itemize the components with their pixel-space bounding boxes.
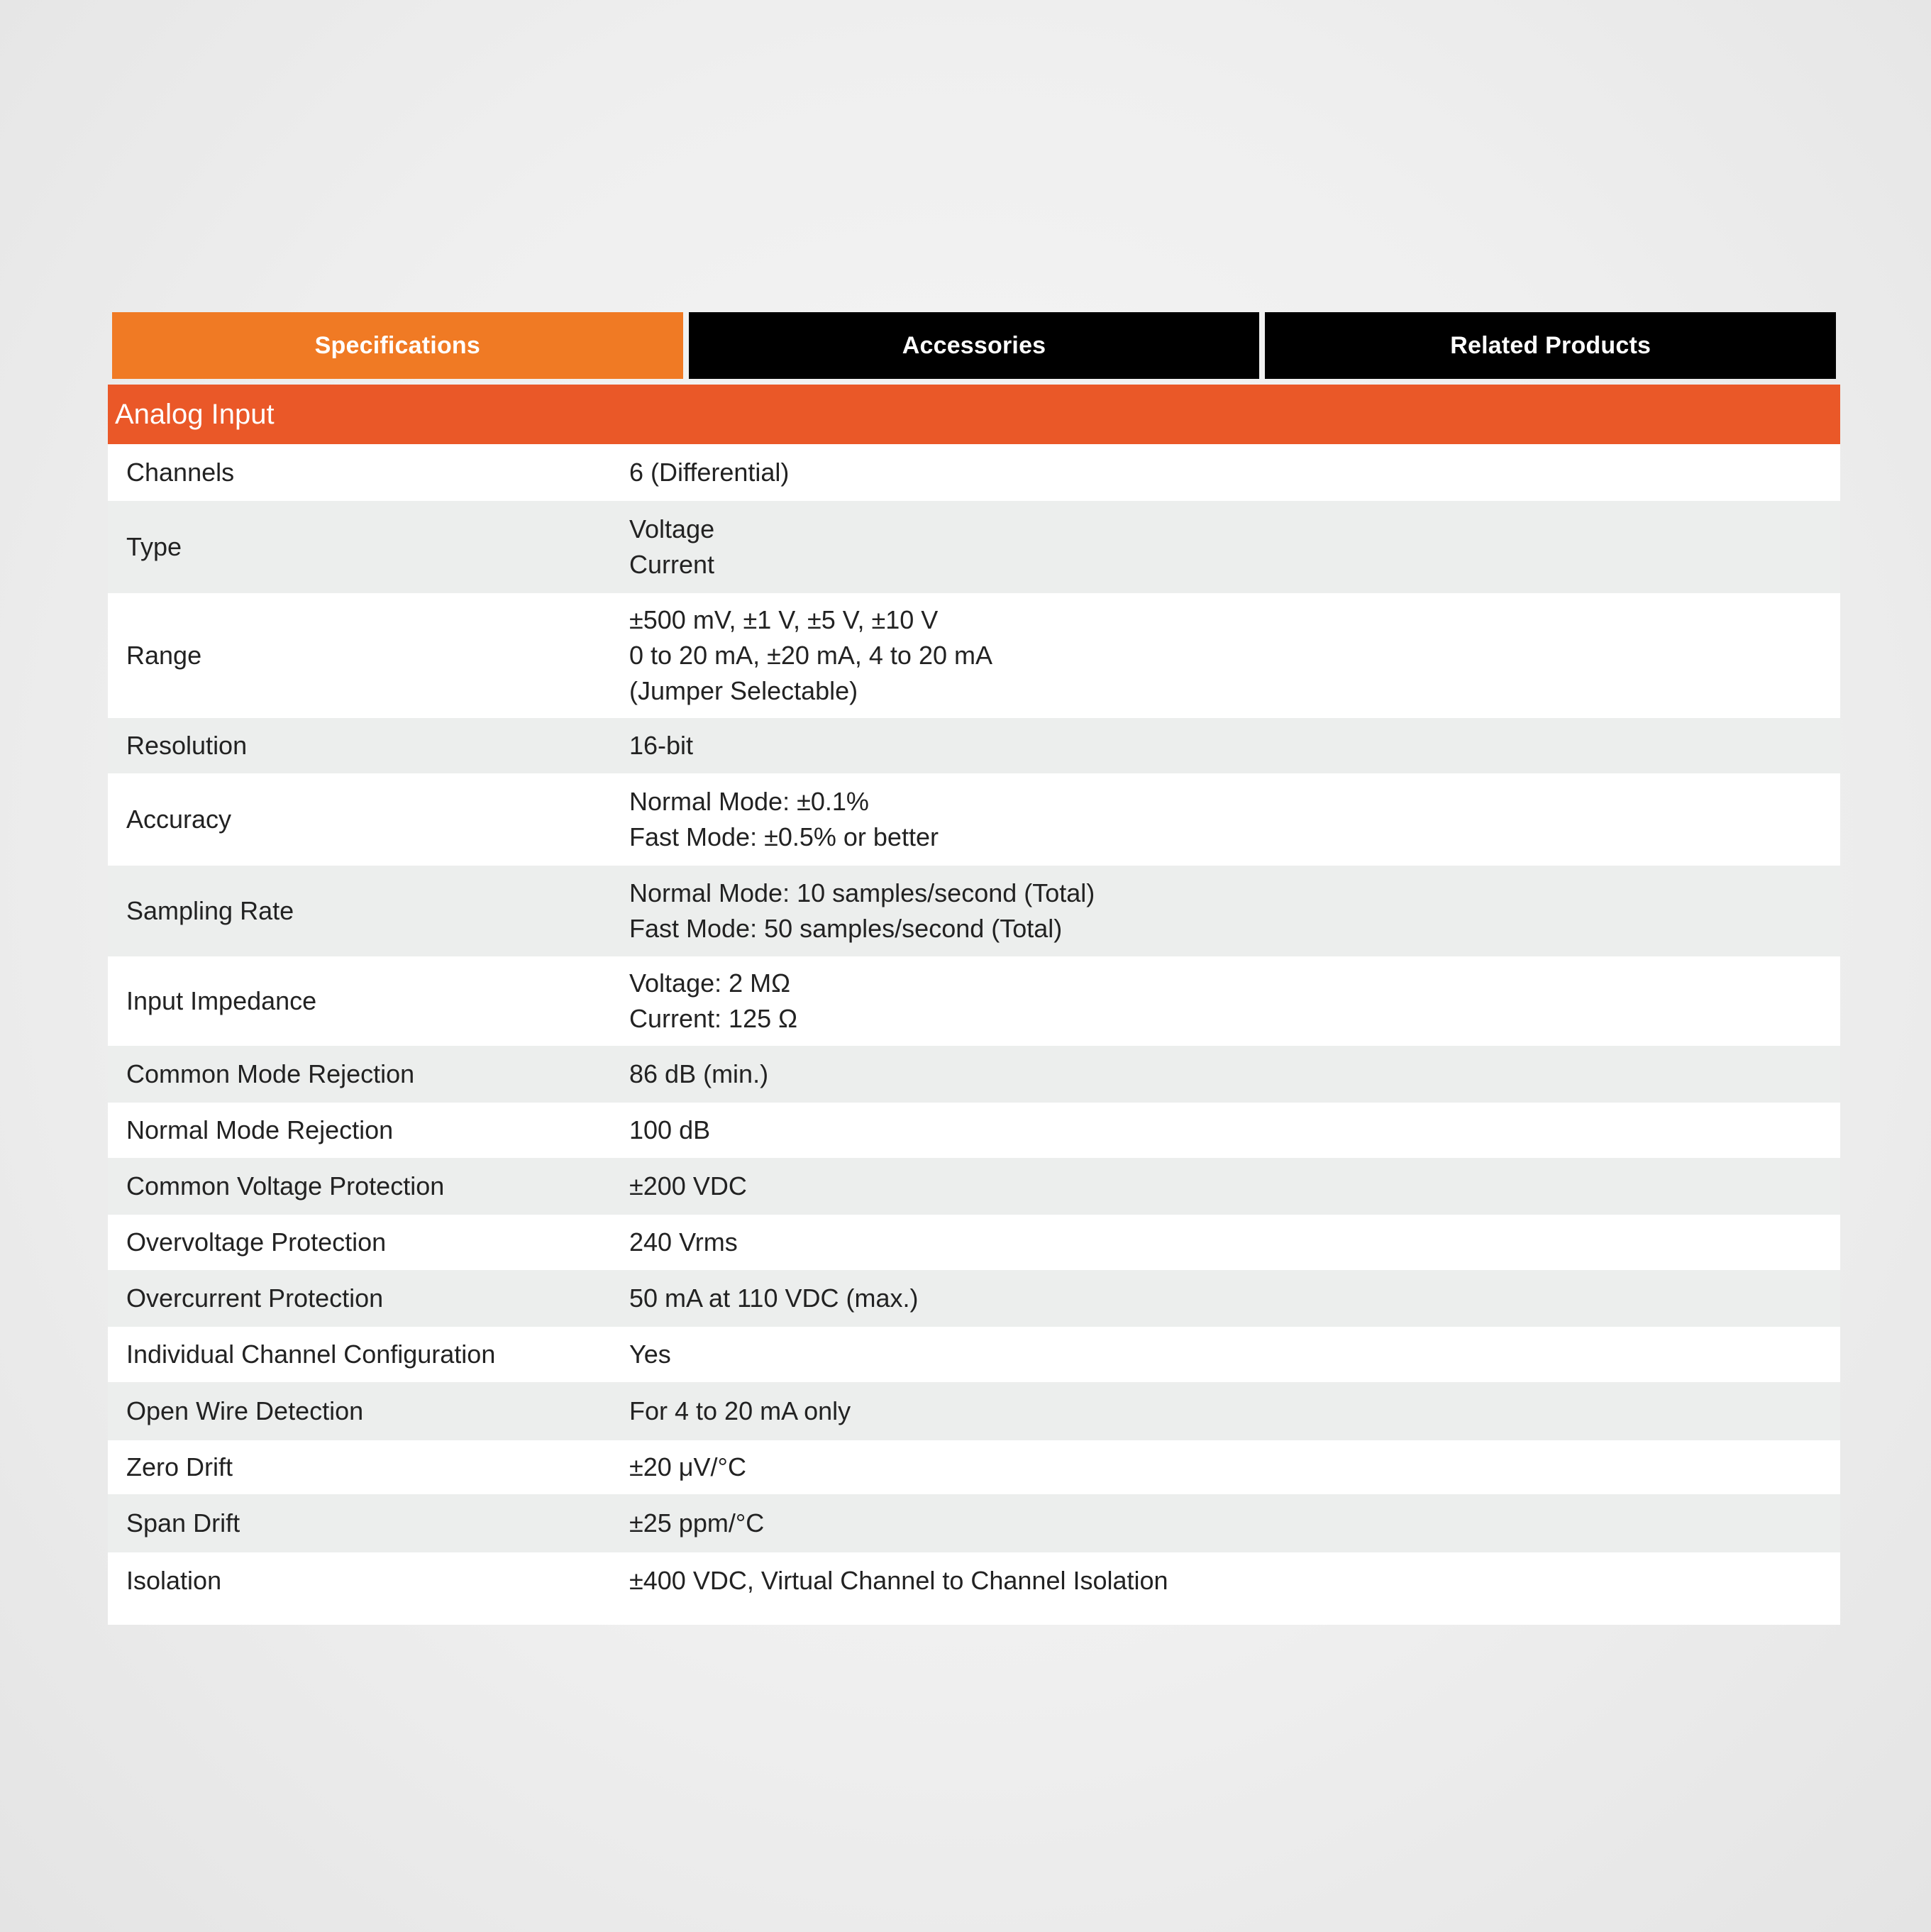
spec-value-line: 16-bit [629, 731, 694, 760]
table-row [108, 866, 1840, 956]
spec-value [629, 1494, 1840, 1552]
tab-bar [108, 312, 1840, 379]
spec-label: Isolation [108, 1552, 629, 1625]
spec-value [629, 444, 1840, 501]
spec-value-line: Yes [629, 1340, 671, 1369]
spec-label: Normal Mode Rejection [108, 1103, 629, 1158]
spec-value [629, 1215, 1840, 1270]
spec-value-line: Fast Mode: ±0.5% or better [629, 822, 939, 851]
table-row [108, 593, 1840, 718]
table-row [108, 1103, 1840, 1158]
spec-value [629, 1382, 1840, 1440]
spec-value-line: (Jumper Selectable) [629, 676, 858, 705]
spec-value [629, 1327, 1840, 1382]
spec-value-line: Normal Mode: 10 samples/second (Total) [629, 878, 1095, 907]
spec-value-line: 0 to 20 mA, ±20 mA, 4 to 20 mA [629, 641, 992, 670]
spec-label: Overcurrent Protection [108, 1270, 629, 1327]
spec-value-line: ±25 ppm/°C [629, 1508, 765, 1538]
table-row [108, 1440, 1840, 1494]
spec-value [629, 1046, 1840, 1103]
table-row [108, 773, 1840, 866]
table-row [108, 718, 1840, 773]
table-row [108, 501, 1840, 593]
table-row [108, 1215, 1840, 1270]
spec-value-line: 6 (Differential) [629, 458, 790, 487]
spec-value [629, 1552, 1840, 1625]
spec-value-line: For 4 to 20 mA only [629, 1396, 851, 1425]
spec-value-line: ±200 VDC [629, 1171, 747, 1200]
spec-value [629, 1440, 1840, 1494]
table-row [108, 1382, 1840, 1440]
spec-value-line: ±400 VDC, Virtual Channel to Channel Isolation [629, 1565, 1168, 1595]
spec-value [629, 773, 1840, 866]
table-row [108, 956, 1840, 1046]
spec-label: Accuracy [108, 773, 629, 866]
table-row [108, 1327, 1840, 1382]
spec-value-line: Current: 125 Ω [629, 1004, 798, 1033]
spec-value [629, 1270, 1840, 1327]
spec-label: Channels [108, 444, 629, 501]
table-row [108, 1494, 1840, 1552]
spec-value [629, 956, 1840, 1046]
spec-value-line: Current [629, 550, 715, 579]
spec-label: Type [108, 501, 629, 593]
spec-value-line: Normal Mode: ±0.1% [629, 787, 869, 816]
spec-value-line: ±500 mV, ±1 V, ±5 V, ±10 V [629, 605, 939, 634]
spec-value-line: Fast Mode: 50 samples/second (Total) [629, 914, 1063, 943]
spec-table [108, 444, 1840, 1625]
table-row [108, 1158, 1840, 1215]
spec-label: Common Mode Rejection [108, 1046, 629, 1103]
tab-accessories[interactable]: Accessories [689, 312, 1260, 379]
spec-value-line: Voltage: 2 MΩ [629, 968, 791, 998]
spec-label: Sampling Rate [108, 866, 629, 956]
spec-label: Input Impedance [108, 956, 629, 1046]
spec-value-line: ±20 μV/°C [629, 1452, 746, 1481]
spec-panel [108, 312, 1840, 1625]
spec-label: Zero Drift [108, 1440, 629, 1494]
spec-value-line: 86 dB (min.) [629, 1059, 769, 1088]
spec-value-line: 240 Vrms [629, 1227, 738, 1257]
spec-label: Common Voltage Protection [108, 1158, 629, 1215]
tab-related-products[interactable]: Related Products [1265, 312, 1836, 379]
table-row [108, 1046, 1840, 1103]
spec-value [629, 1158, 1840, 1215]
spec-value-line: Voltage [629, 514, 715, 543]
spec-value [629, 593, 1840, 718]
spec-label: Individual Channel Configuration [108, 1327, 629, 1382]
spec-value-line: 100 dB [629, 1115, 711, 1144]
spec-label: Span Drift [108, 1494, 629, 1552]
spec-value [629, 501, 1840, 593]
spec-value [629, 866, 1840, 956]
spec-label: Range [108, 593, 629, 718]
spec-value-line: 50 mA at 110 VDC (max.) [629, 1284, 919, 1313]
spec-value [629, 1103, 1840, 1158]
table-row [108, 1552, 1840, 1625]
spec-label: Open Wire Detection [108, 1382, 629, 1440]
section-header-analog-input: Analog Input [108, 385, 1840, 444]
table-row [108, 1270, 1840, 1327]
tab-specifications[interactable]: Specifications [112, 312, 683, 379]
spec-label: Overvoltage Protection [108, 1215, 629, 1270]
spec-label: Resolution [108, 718, 629, 773]
table-row [108, 444, 1840, 501]
spec-value [629, 718, 1840, 773]
